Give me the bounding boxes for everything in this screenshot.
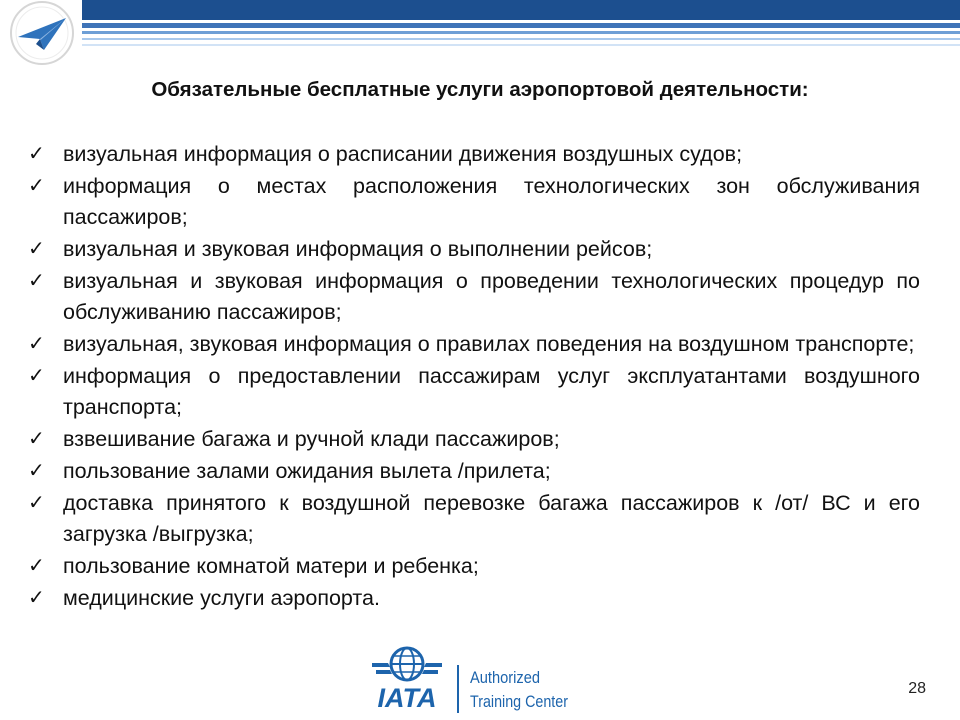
check-icon: ✓ bbox=[28, 365, 45, 387]
globe-icon bbox=[372, 648, 442, 680]
slide-title: Обязательные бесплатные услуги аэропортовой деятельности: bbox=[151, 78, 809, 101]
check-icon: ✓ bbox=[28, 238, 45, 260]
list-item bbox=[28, 551, 920, 582]
check-icon: ✓ bbox=[28, 492, 45, 514]
check-icon: ✓ bbox=[28, 175, 45, 197]
check-icon: ✓ bbox=[28, 587, 45, 609]
list-item bbox=[28, 234, 920, 265]
list-item bbox=[28, 488, 920, 550]
list-item bbox=[28, 329, 920, 360]
list-item-text: пользование комнатой матери и ребенка; bbox=[63, 554, 479, 578]
list-item-text: информация о местах расположения технологических зон обслуживания пассажиров; bbox=[63, 174, 920, 229]
list-item bbox=[28, 139, 920, 170]
list-item-text: пользование залами ожидания вылета /прилета; bbox=[63, 459, 551, 483]
iata-logo bbox=[370, 643, 580, 715]
list-item bbox=[28, 361, 920, 423]
check-icon: ✓ bbox=[28, 428, 45, 450]
list-item-text: доставка принятого к воздушной перевозке багажа пассажиров к /от/ ВС и его загрузка /выгрузка; bbox=[63, 491, 920, 546]
list-item-text: медицинские услуги аэропорта. bbox=[63, 586, 380, 610]
paper-plane-icon bbox=[0, 0, 82, 68]
training-center-label: Training Center bbox=[470, 692, 569, 711]
check-icon: ✓ bbox=[28, 555, 45, 577]
list-item bbox=[28, 266, 920, 328]
list-item-text: визуальная и звуковая информация о проведении технологических процедур по обслуживанию пассажиров; bbox=[63, 269, 920, 324]
check-icon: ✓ bbox=[28, 333, 45, 355]
authorized-label: Authorized bbox=[470, 668, 540, 687]
iata-brand: IATA bbox=[377, 683, 437, 713]
check-icon: ✓ bbox=[28, 270, 45, 292]
list-item-text: визуальная, звуковая информация о правилах поведения на воздушном транспорте; bbox=[63, 332, 915, 356]
header-band bbox=[80, 0, 960, 66]
list-item bbox=[28, 171, 920, 233]
list-item bbox=[28, 424, 920, 455]
list-item bbox=[28, 583, 920, 614]
services-list bbox=[28, 139, 920, 615]
list-item-text: информация о предоставлении пассажирам услуг эксплуатантами воздушного транспорта; bbox=[63, 364, 920, 419]
page-number: 28 bbox=[908, 680, 926, 697]
list-item-text: визуальная информация о расписании движения воздушных судов; bbox=[63, 142, 743, 166]
list-item-text: взвешивание багажа и ручной клади пассажиров; bbox=[63, 427, 560, 451]
check-icon: ✓ bbox=[28, 460, 45, 482]
list-item-text: визуальная и звуковая информация о выполнении рейсов; bbox=[63, 237, 653, 261]
list-item bbox=[28, 456, 920, 487]
check-icon: ✓ bbox=[28, 143, 45, 165]
